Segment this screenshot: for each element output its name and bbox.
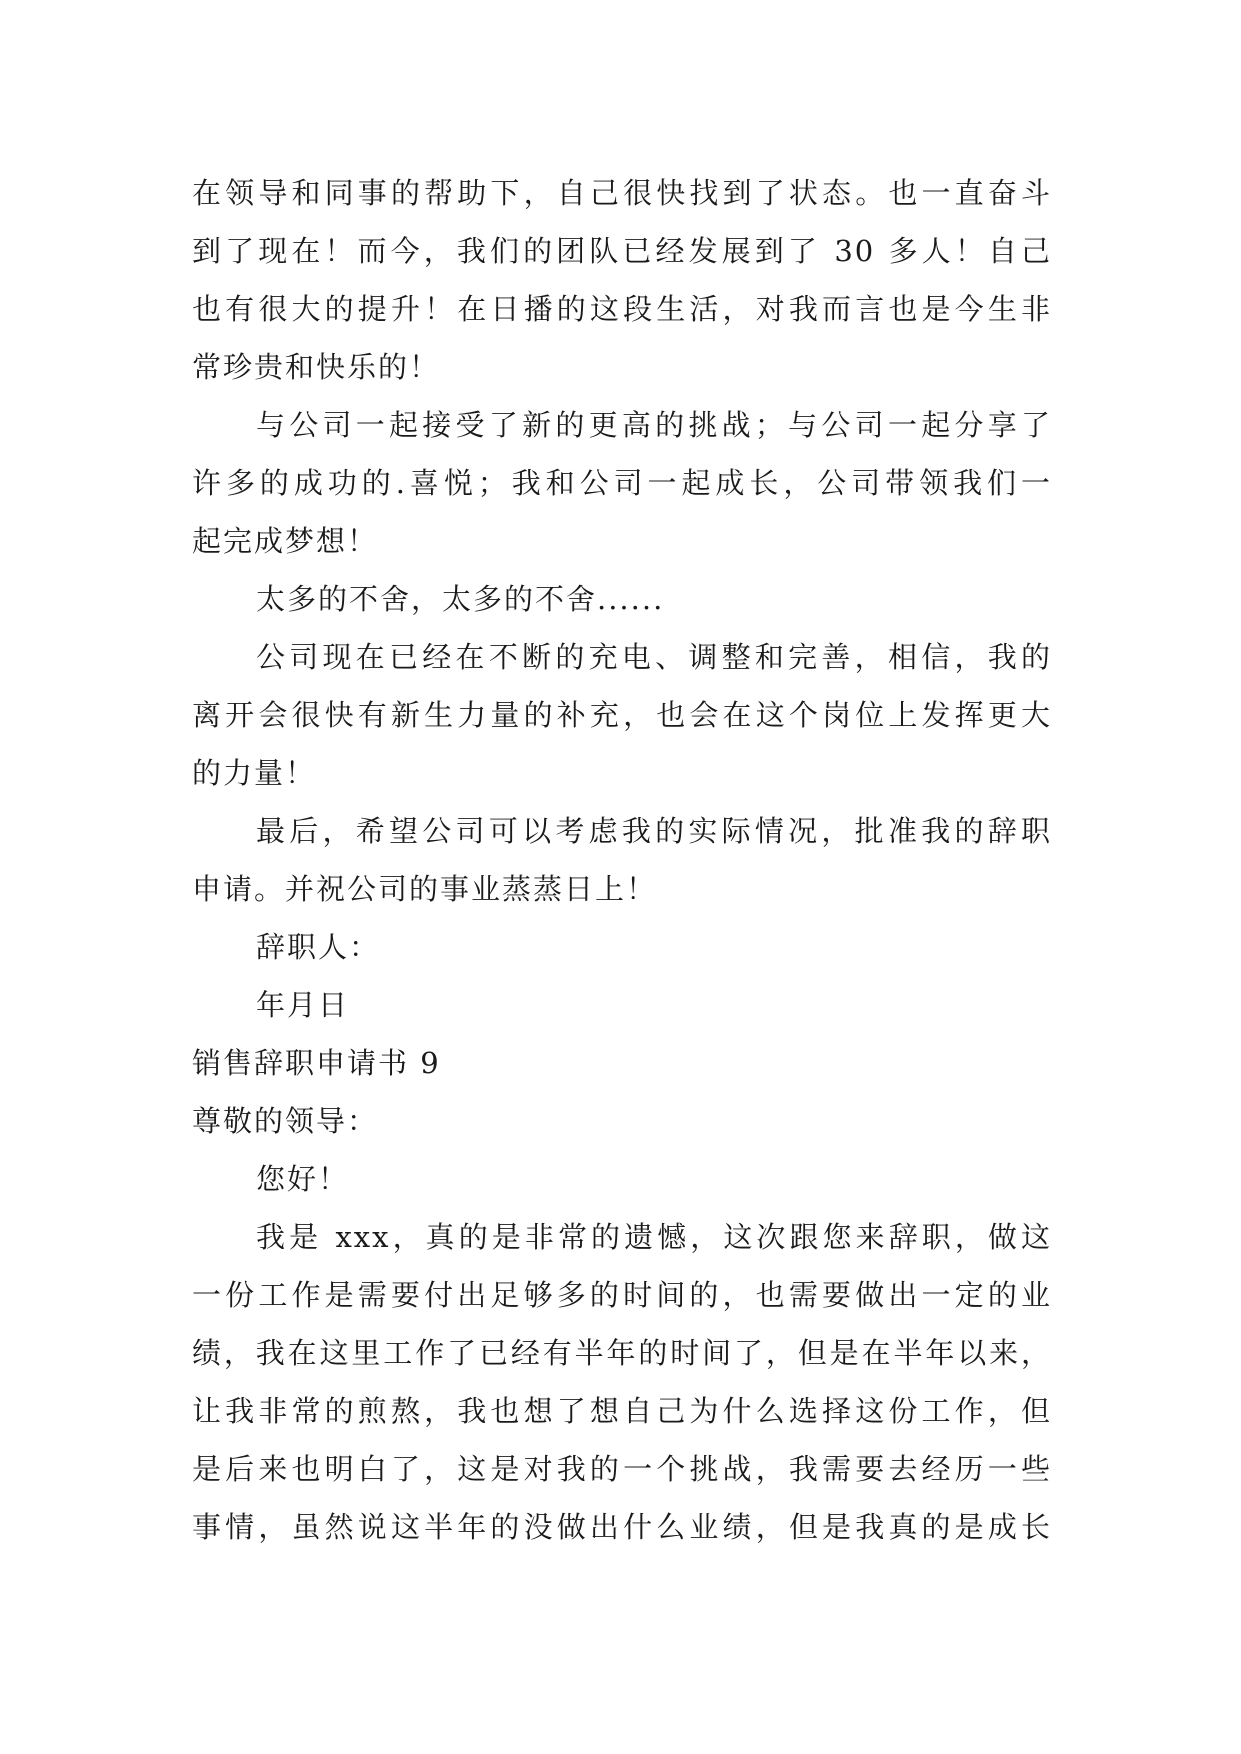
text-line: 在领导和同事的帮助下，自己很快找到了状态。也一直奋斗 (192, 176, 1052, 210)
text-line: 一份工作是需要付出足够多的时间的，也需要做出一定的业 (192, 1278, 1052, 1312)
text-line: 太多的不舍，太多的不舍...... (256, 582, 665, 616)
date-label: 年月日 (256, 988, 350, 1022)
text-line: 绩，我在这里工作了已经有半年的时间了，但是在半年以来， (192, 1336, 1052, 1370)
text-line: 也有很大的提升！在日播的这段生活，对我而言也是今生非 (192, 292, 1052, 326)
text-line: 申请。并祝公司的事业蒸蒸日上！ (192, 872, 658, 906)
section-title: 销售辞职申请书 9 (192, 1046, 441, 1080)
text-line: 让我非常的煎熬，我也想了想自己为什么选择这份工作，但 (192, 1394, 1052, 1428)
document-body (192, 164, 1052, 1556)
salutation: 尊敬的领导： (192, 1104, 379, 1138)
text-line: 离开会很快有新生力量的补充，也会在这个岗位上发挥更大 (192, 698, 1052, 732)
text-line: 起完成梦想！ (192, 524, 379, 558)
text-line: 与公司一起接受了新的更高的挑战；与公司一起分享了 (256, 408, 1052, 442)
text-line: 公司现在已经在不断的充电、调整和完善，相信，我的 (256, 640, 1052, 674)
text-line: 许多的成功的.喜悦；我和公司一起成长，公司带领我们一 (192, 466, 1052, 500)
text-line: 是后来也明白了，这是对我的一个挑战，我需要去经历一些 (192, 1452, 1052, 1486)
text-line: 常珍贵和快乐的！ (192, 350, 441, 384)
text-line: 事情，虽然说这半年的没做出什么业绩，但是我真的是成长 (192, 1510, 1052, 1544)
greeting: 您好！ (256, 1162, 350, 1196)
text-line: 的力量！ (192, 756, 317, 790)
text-line: 最后，希望公司可以考虑我的实际情况，批准我的辞职 (256, 814, 1052, 848)
signature-label: 辞职人： (256, 930, 381, 964)
text-line: 我是 xxx，真的是非常的遗憾，这次跟您来辞职，做这 (256, 1220, 1052, 1254)
text-line: 到了现在！而今，我们的团队已经发展到了 30 多人！自己 (192, 234, 1052, 268)
